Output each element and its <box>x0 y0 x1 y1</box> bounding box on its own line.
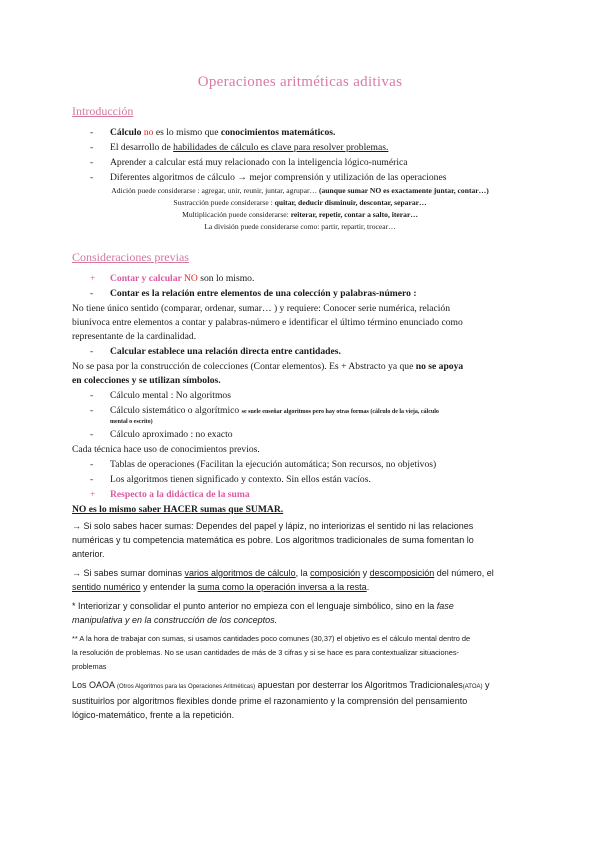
prev-item-contar-calcular: Contar y calcular NO son lo mismo. <box>110 273 255 284</box>
intro-note-adicion: Adición puede considerarse : agregar, unir, reunir, juntar, agrupar… (aunque sumar NO es exactamente juntar, contar…) <box>111 186 489 195</box>
prev-item-didactica: Respecto a la didáctica de la suma <box>110 489 250 500</box>
prev-item-contar: Contar es la relación entre elementos de una colección y palabras-número : <box>110 288 417 299</box>
paragraph-line: No se pasa por la construcción de colecciones (Contar elementos). Es + Abstracto ya que no se apoya <box>72 361 464 372</box>
bullet-plus: + <box>90 489 96 500</box>
intro-item-4: Diferentes algoritmos de cálculo → mejor comprensión y utilización de las operaciones <box>110 172 447 183</box>
paragraph-line: biunívoca entre elementos a contar y palabras-número e identificar el último término enunciado como <box>72 317 463 328</box>
intro-note-sustraccion: Sustracción puede considerarse : quitar, deducir disminuir, descontar, separar… <box>173 198 427 207</box>
paragraph-line: NO es lo mismo saber HACER sumas que SUMAR. <box>72 504 284 515</box>
prev-item-aproximado: Cálculo aproximado : no exacto <box>110 429 233 440</box>
bullet-dash: - <box>90 142 94 153</box>
bullet-dash: - <box>90 474 94 485</box>
section-heading-previas: Consideraciones previas <box>72 250 189 264</box>
paragraph-cantidades: ** A la hora de trabajar con sumas, si usamos cantidades poco comunes (30,37) el objetivo es el cálculo mental dentro de la resolución de problemas. No se usan cantidades de más de 3 cifras y si se hace es para contextualizar situaciones- problemas <box>72 634 471 671</box>
bullet-dash: - <box>90 346 94 357</box>
paragraph-interiorizar: * Interiorizar y consolidar el punto anterior no empieza con el lenguaje simbólico, sino en la fase manipulativa y en la construcción de los conceptos. <box>72 601 454 625</box>
prev-item-algoritmos: Los algoritmos tienen significado y contexto. Sin ellos están vacíos. <box>110 474 371 485</box>
paragraph-line: Cada técnica hace uso de conocimientos previos. <box>72 444 260 455</box>
bullet-dash: - <box>90 459 94 470</box>
intro-item-1: Cálculo no es lo mismo que conocimientos matemáticos. <box>110 127 336 138</box>
bullet-dash: - <box>90 405 94 416</box>
bullet-dash: - <box>90 390 94 401</box>
bullet-dash: - <box>90 288 94 299</box>
intro-note-multiplicacion: Multiplicación puede considerarse: reiterar, repetir, contar a salto, iterar… <box>182 210 418 219</box>
paragraph-line: representante de la cardinalidad. <box>72 331 197 342</box>
intro-note-division: La división puede considerarse como: partir, repartir, trocear… <box>204 222 396 231</box>
bullet-dash: - <box>90 429 94 440</box>
page-title: Operaciones aritméticas aditivas <box>197 74 403 90</box>
prev-item-tablas: Tablas de operaciones (Facilitan la ejecución automática; Son recursos, no objetivos) <box>110 459 437 470</box>
paragraph-sabes-sumar: → Si sabes sumar dominas varios algoritmos de cálculo, la composición y descomposición del número, el sentido numérico y entender la suma como la operación inversa a la resta. <box>72 568 494 592</box>
bullet-dash: - <box>90 157 94 168</box>
paragraph-oaoa: Los OAOA (Otros Algoritmos para las Operaciones Aritméticas) apuestan por desterrar los Algoritmos Tradicionales(ATOA) y sustituirlos por algoritmos flexibles donde prime el razonamiento y la comprensión del pensamiento lógico-matemático, frente a la repetición. <box>72 680 490 720</box>
prev-item-algoritmico: Cálculo sistemático o algorítmico se suele enseñar algoritmos pero hay otras formas (cálculo de la vieja, cálculo <box>110 405 439 416</box>
intro-item-3: Aprender a calcular está muy relacionado con la inteligencia lógico-numérica <box>110 157 408 168</box>
paragraph-line: No tiene único sentido (comparar, ordenar, sumar… ) y requiere: Conocer serie numérica, relación <box>72 303 451 314</box>
bullet-dash: - <box>90 127 94 138</box>
paragraph-line: en colecciones y se utilizan símbolos. <box>72 375 221 386</box>
bullet-dash: - <box>90 172 94 183</box>
bullet-plus: + <box>90 273 96 284</box>
intro-item-2: El desarrollo de habilidades de cálculo es clave para resolver problemas. <box>110 142 389 153</box>
paragraph-solo-sumas: → Si solo sabes hacer sumas: Dependes del papel y lápiz, no interiorizas el sentido ni las relaciones numéricas y tu competencia matemática es pobre. Los algoritmos tradicionales de suma fomentan lo anterior. <box>72 521 474 559</box>
prev-item-calcular: Calcular establece una relación directa entre cantidades. <box>110 346 341 357</box>
prev-item-algoritmico-cont: mental o escrito) <box>110 419 153 425</box>
prev-item-mental: Cálculo mental : No algoritmos <box>110 390 231 401</box>
section-heading-intro: Introducción <box>72 104 134 118</box>
